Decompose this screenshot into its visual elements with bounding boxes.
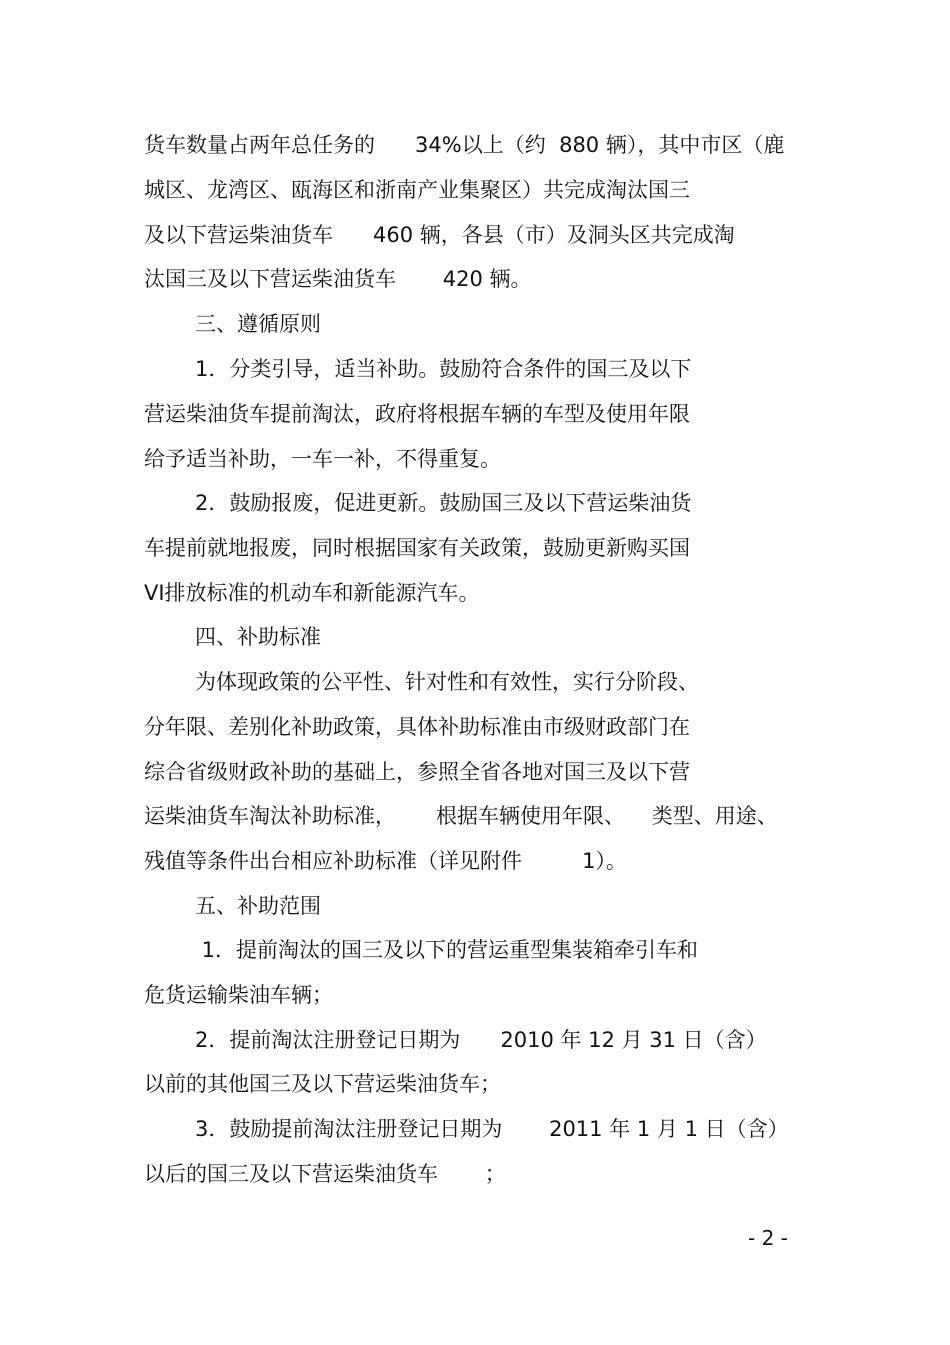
text-line: 以前的其他国三及以下营运柴油货车； [144,1072,501,1096]
text-line: 货车数量占两年总任务的 34%以上（约 880 辆），其中市区（鹿 [144,133,785,157]
text-line: 综合省级财政补助的基础上，参照全省各地对国三及以下营 [144,760,690,784]
text-line: 汰国三及以下营运柴油货车 420 辆。 [144,267,532,291]
text-line: 3．鼓励提前淘汰注册登记日期为 2011 年 1 月 1 日（含） [195,1117,789,1141]
text-line: 车提前就地报废，同时根据国家有关政策，鼓励更新购买国 [144,536,690,560]
text-line: 分年限、差别化补助政策，具体补助标准由市级财政部门在 [144,715,690,739]
text-line: 2．提前淘汰注册登记日期为 2010 年 12 月 31 日（含） [195,1028,767,1052]
text-line: 以后的国三及以下营运柴油货车 ； [144,1162,506,1186]
text-line: 危货运输柴油车辆； [144,983,333,1007]
section-heading: 三、遵循原则 [195,312,321,336]
section-heading: 四、补助标准 [195,625,321,649]
page-number: - 2 - [748,1226,788,1250]
text-line: VI排放标准的机动车和新能源汽车。 [144,581,480,605]
text-line: 2．鼓励报废，促进更新。鼓励国三及以下营运柴油货 [195,491,692,515]
text-line: 为体现政策的公平性、针对性和有效性，实行分阶段、 [195,670,699,694]
text-line: 运柴油货车淘汰补助标准， 根据车辆使用年限、 类型、用途、 [144,804,778,828]
text-line: 1．提前淘汰的国三及以下的营运重型集装箱牵引车和 [195,938,699,962]
text-line: 营运柴油货车提前淘汰，政府将根据车辆的车型及使用年限 [144,402,690,426]
text-line: 1．分类引导，适当补助。鼓励符合条件的国三及以下 [195,357,692,381]
text-line: 及以下营运柴油货车 460 辆，各县（市）及洞头区共完成淘 [144,223,735,247]
text-line: 残值等条件出台相应补助标准（详见附件 1）。 [144,849,627,873]
text-line: 城区、龙湾区、瓯海区和浙南产业集聚区）共完成淘汰国三 [144,178,690,202]
section-heading: 五、补助范围 [195,894,321,918]
text-line: 给予适当补助，一车一补，不得重复。 [144,447,501,471]
